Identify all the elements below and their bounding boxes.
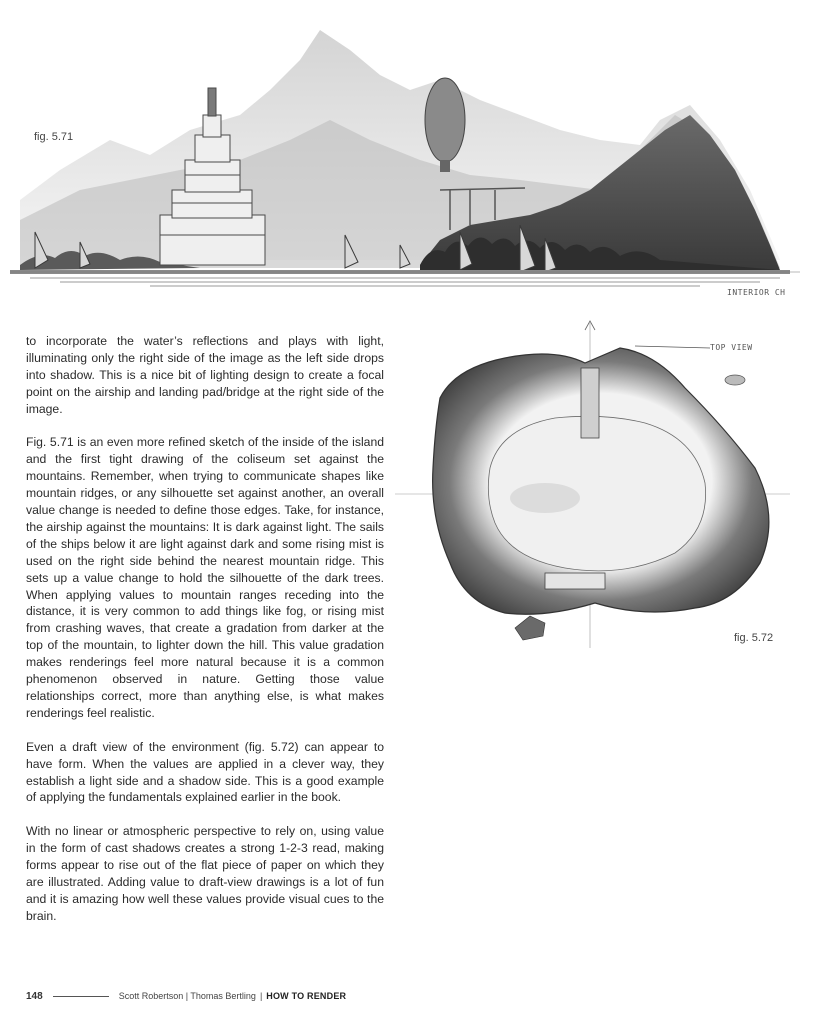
lagoon-shade	[510, 483, 580, 513]
offshore-rock	[515, 616, 545, 640]
figure-5-71-handwritten-caption: INTERIOR CH	[727, 288, 786, 297]
paragraph-2: Fig. 5.71 is an even more refined sketch of the inside of the island and the first tight drawing of the coliseum set against the mountains. Remember, when trying to communicate shapes like mountain ridges, or any silhouette set against another, an overall value change is needed to define those edges. Take, for instance, the airship against the mountains: It is dark against light. The sails of the ships below it are light against dark and some rising mist is used on the right side behind the nearest mountain ridge. This sets up a value change to hold the silhouette of the dark trees. When applying values to mountain ranges receding into the distance, it is very common to add things like fog, or rising mist from crashing waves, that create a gradation from darker at the top of the mountain, to lighter down the hill. This value gradation makes renderings feel more natural because it is a common phenomenon observed in nature. Getting those value relationships correct, more than anything else, is what makes renderings feel realistic.	[26, 435, 384, 720]
body-text-column	[26, 333, 384, 942]
footer-authors: Scott Robertson | Thomas Bertling	[118, 991, 256, 1001]
figure-5-71-sketch	[0, 20, 829, 305]
landing-tower	[581, 368, 599, 438]
airship-gondola	[440, 160, 450, 172]
footer-book-title: HOW TO RENDER	[266, 991, 347, 1001]
figure-5-71-label: fig. 5.71	[34, 131, 74, 143]
small-airship	[725, 375, 745, 385]
bottom-gate	[545, 573, 605, 589]
figure-5-72-handwritten-caption: TOP VIEW	[710, 343, 753, 352]
paragraph-4: With no linear or atmospheric perspective to rely on, using value in the form of cast shadows creates a strong 1-2-3 read, making forms appear to rise out of the flat piece of paper on which they are illustrated. Adding value to draft-view drawings is a lot of fun and it is amazing how well these values provide visual cues to the brain.	[26, 824, 384, 923]
footer-separator: |	[259, 991, 263, 1001]
page-number: 148	[26, 990, 43, 1002]
paragraph-3: Even a draft view of the environment (fig. 5.72) can appear to have form. When the values are applied in a clever way, they establish a light side and a shadow side. This is a good example of applying the fundamentals explained earlier in the book.	[26, 739, 384, 805]
footer-rule	[53, 996, 109, 997]
water-reflections	[30, 278, 780, 286]
figure-5-72-label: fig. 5.72	[734, 632, 774, 644]
page-footer	[26, 989, 626, 1003]
topview-leader	[635, 346, 710, 348]
airship	[425, 78, 465, 162]
paragraph-1: to incorporate the water’s reflections and plays with light, illuminating only the right side of the image as the left side drops into shadow. This is a nice bit of lighting design to create a focal point on the airship and landing pad/bridge at the right side of the image.	[26, 334, 384, 416]
figure-5-72-sketch	[395, 318, 795, 658]
